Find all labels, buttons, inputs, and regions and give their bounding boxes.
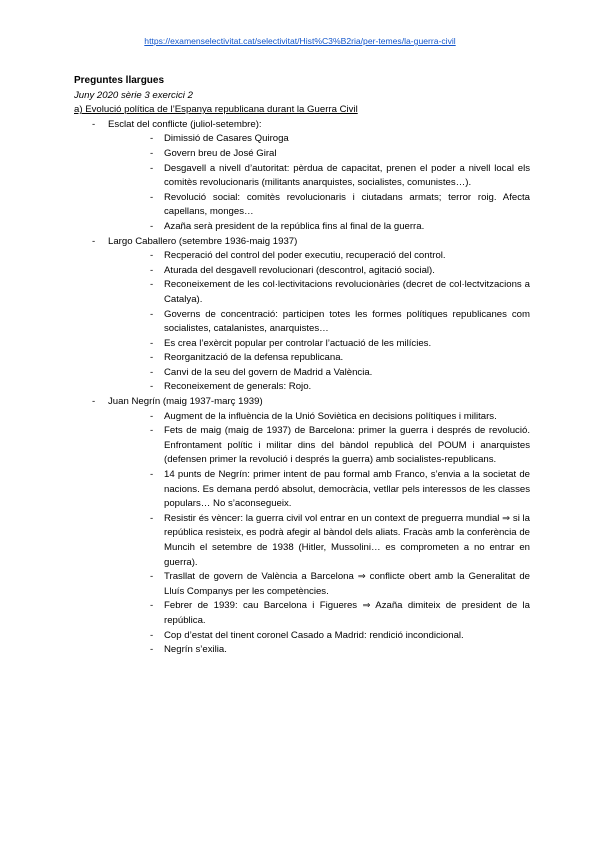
list-item-text: Reorganització de la defensa republicana.: [164, 352, 344, 364]
list-item-text: Cop d’estat del tinent coronel Casado a Madrid: rendició incondicional.: [164, 629, 464, 641]
list-item: [108, 337, 530, 352]
page-title: Preguntes llargues: [74, 75, 165, 86]
question-heading: a) Evolució política de l’Espanya republicana durant la Guerra Civil: [74, 104, 358, 116]
list-item-text: Aturada del desgavell revolucionari (descontrol, agitació social).: [164, 264, 435, 276]
list-item-text: Resistir és vèncer: la guerra civil vol entrar en un context de preguerra mundial ⇒ si la república resisteix, es podrà afegir al bàndol dels aliats. Fracàs amb la conferència de Muncih el setembre de 1938 (Hitler, Mussolini… es comprometen a no entrar en guerra).: [164, 512, 530, 568]
section-heading: Juan Negrín (maig 1937-març 1939): [108, 396, 263, 408]
list-item-text: Desgavell a nivell d’autoritat: pèrdua de capacitat, prenen el poder a nivell local els comitès revolucionaris (militants anarquistes, socialistes, comunistes…).: [164, 162, 530, 189]
list-item: [108, 643, 530, 658]
document-content: [74, 74, 530, 658]
outline-section: [74, 118, 530, 235]
list-item-text: Dimissió de Casares Quiroga: [164, 133, 289, 145]
bullet-dash: -: [150, 191, 154, 203]
bullet-dash: -: [150, 147, 154, 159]
list-item-text: Negrín s’exilia.: [164, 644, 227, 656]
bullet-dash: -: [92, 118, 96, 130]
list-item-text: 14 punts de Negrín: primer intent de pau formal amb Franco, s’envia a la societat de nacions. Es demana perdó absolut, democràcia, vetllar pels interessos de les classes populars… No s’aconsegueix.: [164, 469, 530, 510]
bullet-dash: -: [150, 162, 154, 174]
bullet-dash: -: [150, 308, 154, 320]
bullet-dash: -: [150, 352, 154, 364]
bullet-dash: -: [150, 512, 154, 524]
list-item: [108, 512, 530, 570]
section-items: [108, 249, 530, 395]
list-item: [108, 599, 530, 628]
bullet-dash: -: [150, 425, 154, 437]
bullet-dash: -: [150, 220, 154, 232]
bullet-dash: -: [150, 366, 154, 378]
list-item: [108, 380, 530, 395]
list-item-text: Governs de concentració: participen totes les formes polítiques republicanes com socialistes, catalanistes, anarquistes…: [164, 308, 530, 335]
bullet-dash: -: [92, 396, 96, 408]
list-item-text: Febrer de 1939: cau Barcelona i Figueres ⇒ Azaña dimiteix de president de la república.: [164, 600, 530, 626]
bullet-dash: -: [150, 469, 154, 481]
bullet-dash: -: [150, 381, 154, 393]
bullet-dash: -: [150, 629, 154, 641]
list-item: [108, 278, 530, 307]
bullet-dash: -: [150, 644, 154, 656]
list-item-text: Reconeixement de generals: Rojo.: [164, 381, 312, 393]
list-item-text: Es crea l’exèrcit popular per controlar l’actuació de les milícies.: [164, 337, 432, 349]
list-item: [108, 629, 530, 644]
list-item: [108, 147, 530, 162]
section-heading: Esclat del conflicte (juliol-setembre):: [108, 118, 262, 130]
bullet-dash: -: [92, 235, 96, 247]
list-item-text: Revolució social: comitès revolucionaris i ciutadans armats; terror roig. Afecta capellans, monges…: [164, 191, 530, 218]
list-item: [108, 162, 530, 191]
bullet-dash: -: [150, 410, 154, 422]
bullet-dash: -: [150, 133, 154, 145]
list-item-text: Recperació del control del poder executiu, recuperació del control.: [164, 250, 446, 262]
list-item: [108, 132, 530, 147]
list-item: [108, 249, 530, 264]
bullet-dash: -: [150, 600, 154, 612]
section-items: [108, 132, 530, 234]
list-item-text: Trasllat de govern de València a Barcelona ⇒ conflicte obert amb la Generalitat de Lluís Companys per les competències.: [164, 571, 530, 597]
section-items: [108, 410, 530, 658]
list-item: [108, 468, 530, 512]
list-item-text: Augment de la influència de la Unió Soviètica en decisions polítiques i militars.: [164, 410, 497, 422]
bullet-dash: -: [150, 571, 154, 583]
list-item-text: Govern breu de José Giral: [164, 147, 277, 159]
list-item: [108, 351, 530, 366]
list-item: [108, 191, 530, 220]
list-item: [108, 308, 530, 337]
exam-reference: Juny 2020 sèrie 3 exercici 2: [74, 89, 193, 101]
source-url-link[interactable]: https://examenselectivitat.cat/selectivitat/Hist%C3%B2ria/per-temes/la-guerra-civil: [144, 36, 456, 46]
section-heading: Largo Caballero (setembre 1936-maig 1937): [108, 235, 298, 247]
list-item: [108, 366, 530, 381]
list-item-text: Azaña serà president de la república fins al final de la guerra.: [164, 220, 425, 232]
list-item: [108, 570, 530, 599]
list-item-text: Canvi de la seu del govern de Madrid a València.: [164, 366, 373, 378]
bullet-dash: -: [150, 250, 154, 262]
list-item: [108, 410, 530, 425]
list-item-text: Fets de maig (maig de 1937) de Barcelona: primer la guerra i després de revolució. Enfrontament polític i militar dins del bàndol republicà del POUM i anarquistes (defensen primer la revolució i després la guerra) amb socialistes-republicans.: [164, 425, 530, 466]
list-item: [108, 264, 530, 279]
list-item: [108, 424, 530, 468]
bullet-dash: -: [150, 279, 154, 291]
list-item-text: Reconeixement de les col·lectivitacions revolucionàries (decret de col·lectvitzacions a Catalya).: [164, 279, 530, 305]
bullet-dash: -: [150, 264, 154, 276]
list-item: [108, 220, 530, 235]
outline-section: [74, 395, 530, 658]
outline-list: [74, 118, 530, 658]
bullet-dash: -: [150, 337, 154, 349]
outline-section: [74, 235, 530, 396]
